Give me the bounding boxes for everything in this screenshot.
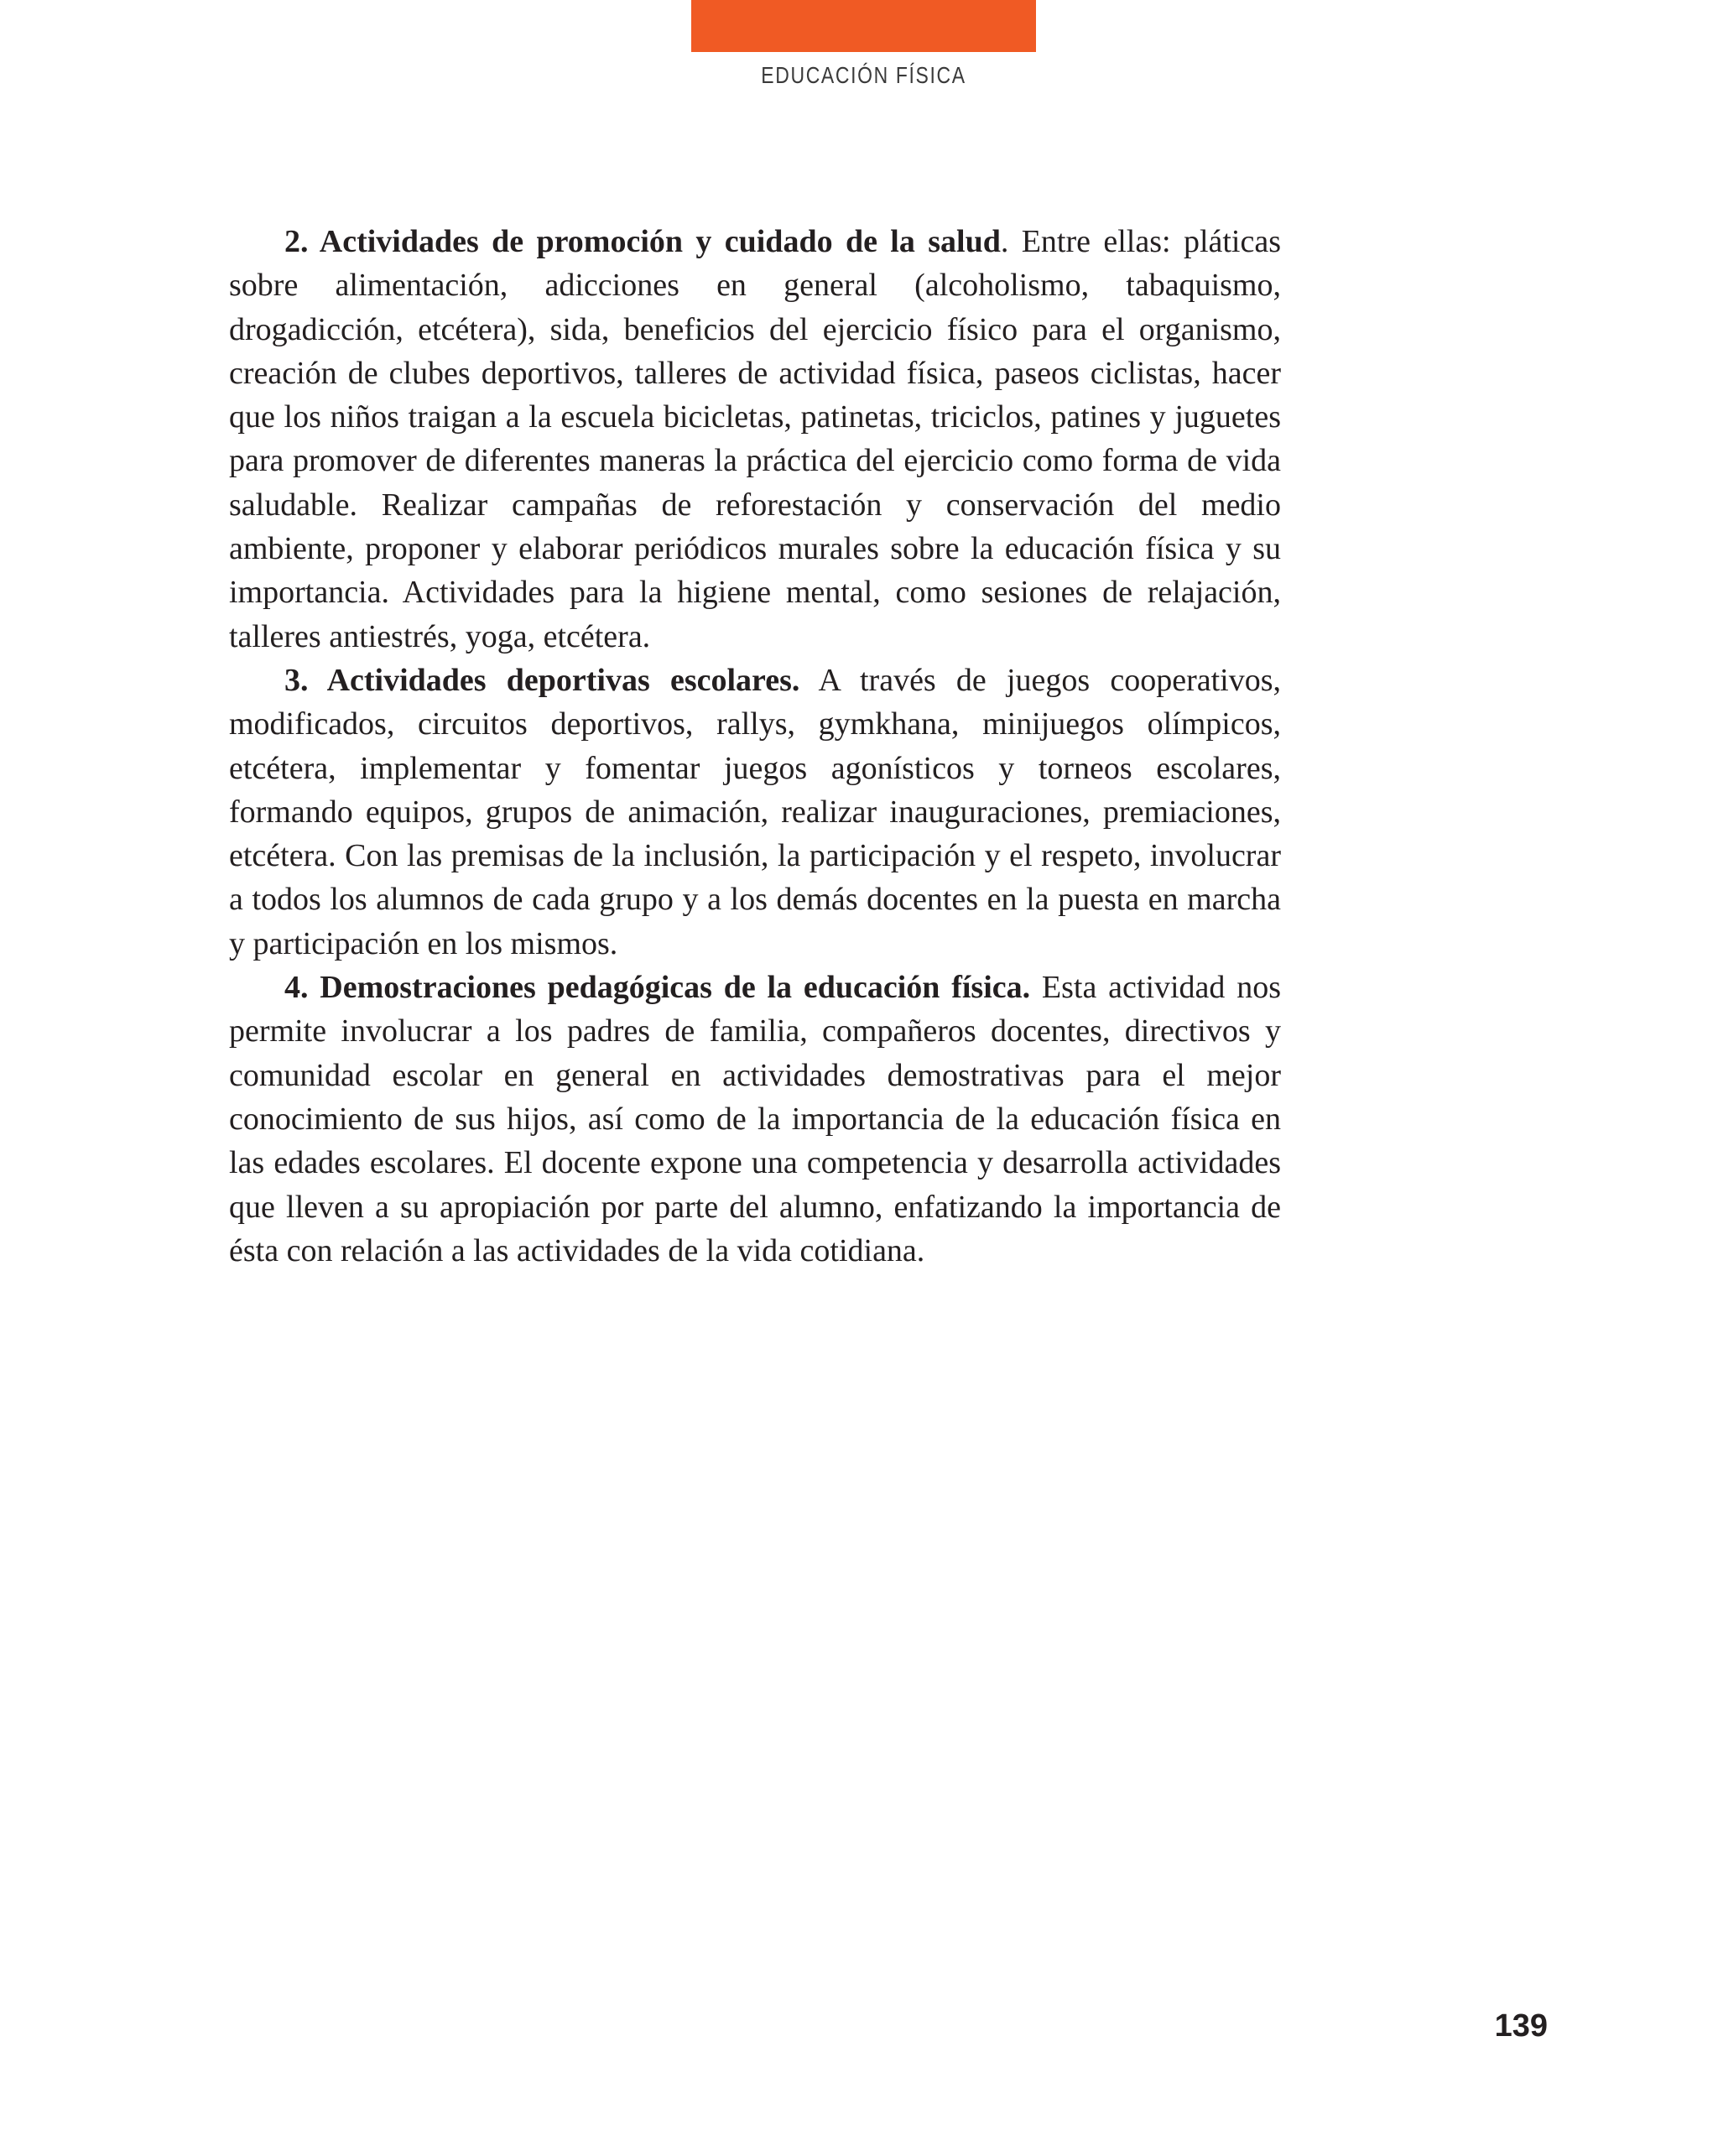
paragraph-text: . Entre ellas: pláticas sobre alimentación, adicciones en general (alcoholismo, tabaquismo, drogadicción, etcétera), sida, beneficios del ejercicio físico para el organismo, creación de clubes deportivos, talleres de actividad física, paseos ciclistas, hacer que los niños traigan a la escuela bicicletas, patinetas, triciclos, patines y juguetes para promover de diferentes maneras la práctica del ejercicio como forma de vida saludable. Realizar campañas de reforestación y conservación del medio ambiente, proponer y elaborar periódicos murales sobre la educación física y su importancia. Actividades para la higiene mental, como sesiones de relajación, talleres antiestrés, yoga, etcétera. [229,224,1281,654]
paragraph-actividades-deportivas [229,659,1281,966]
paragraph-text: A través de juegos cooperativos, modificados, circuitos deportivos, rallys, gymkhana, minijuegos olímpicos, etcétera, implementar y fomentar juegos agonísticos y torneos escolares, formando equipos, grupos de animación, realizar inauguraciones, premiaciones, etcétera. Con las premisas de la inclusión, la participación y el respeto, involucrar a todos los alumnos de cada grupo y a los demás docentes en la puesta en marcha y participación en los mismos. [229,662,1281,961]
paragraph-heading: 3. Actividades deportivas escolares. [284,662,800,698]
page-number: 139 [1494,2008,1548,2044]
paragraph-heading: 4. Demostraciones pedagógicas de la educación física. [284,970,1031,1006]
running-head: EDUCACIÓN FÍSICA [761,62,966,88]
header-accent-bar [691,0,1036,52]
paragraph-heading: 2. Actividades de promoción y cuidado de la salud [284,224,1001,259]
paragraph-text: Esta actividad nos permite involucrar a los padres de familia, compañeros docentes, directivos y comunidad escolar en general en actividades demostrativas para el mejor conocimiento de sus hijos, así como de la importancia de la educación física en las edades escolares. El docente expone una competencia y desarrolla actividades que lleven a su apropiación por parte del alumno, enfatizando la importancia de ésta con relación a las actividades de la vida cotidiana. [229,970,1282,1268]
body-text [229,220,1281,1273]
paragraph-promocion-salud [229,220,1281,659]
paragraph-demostraciones [229,966,1281,1273]
